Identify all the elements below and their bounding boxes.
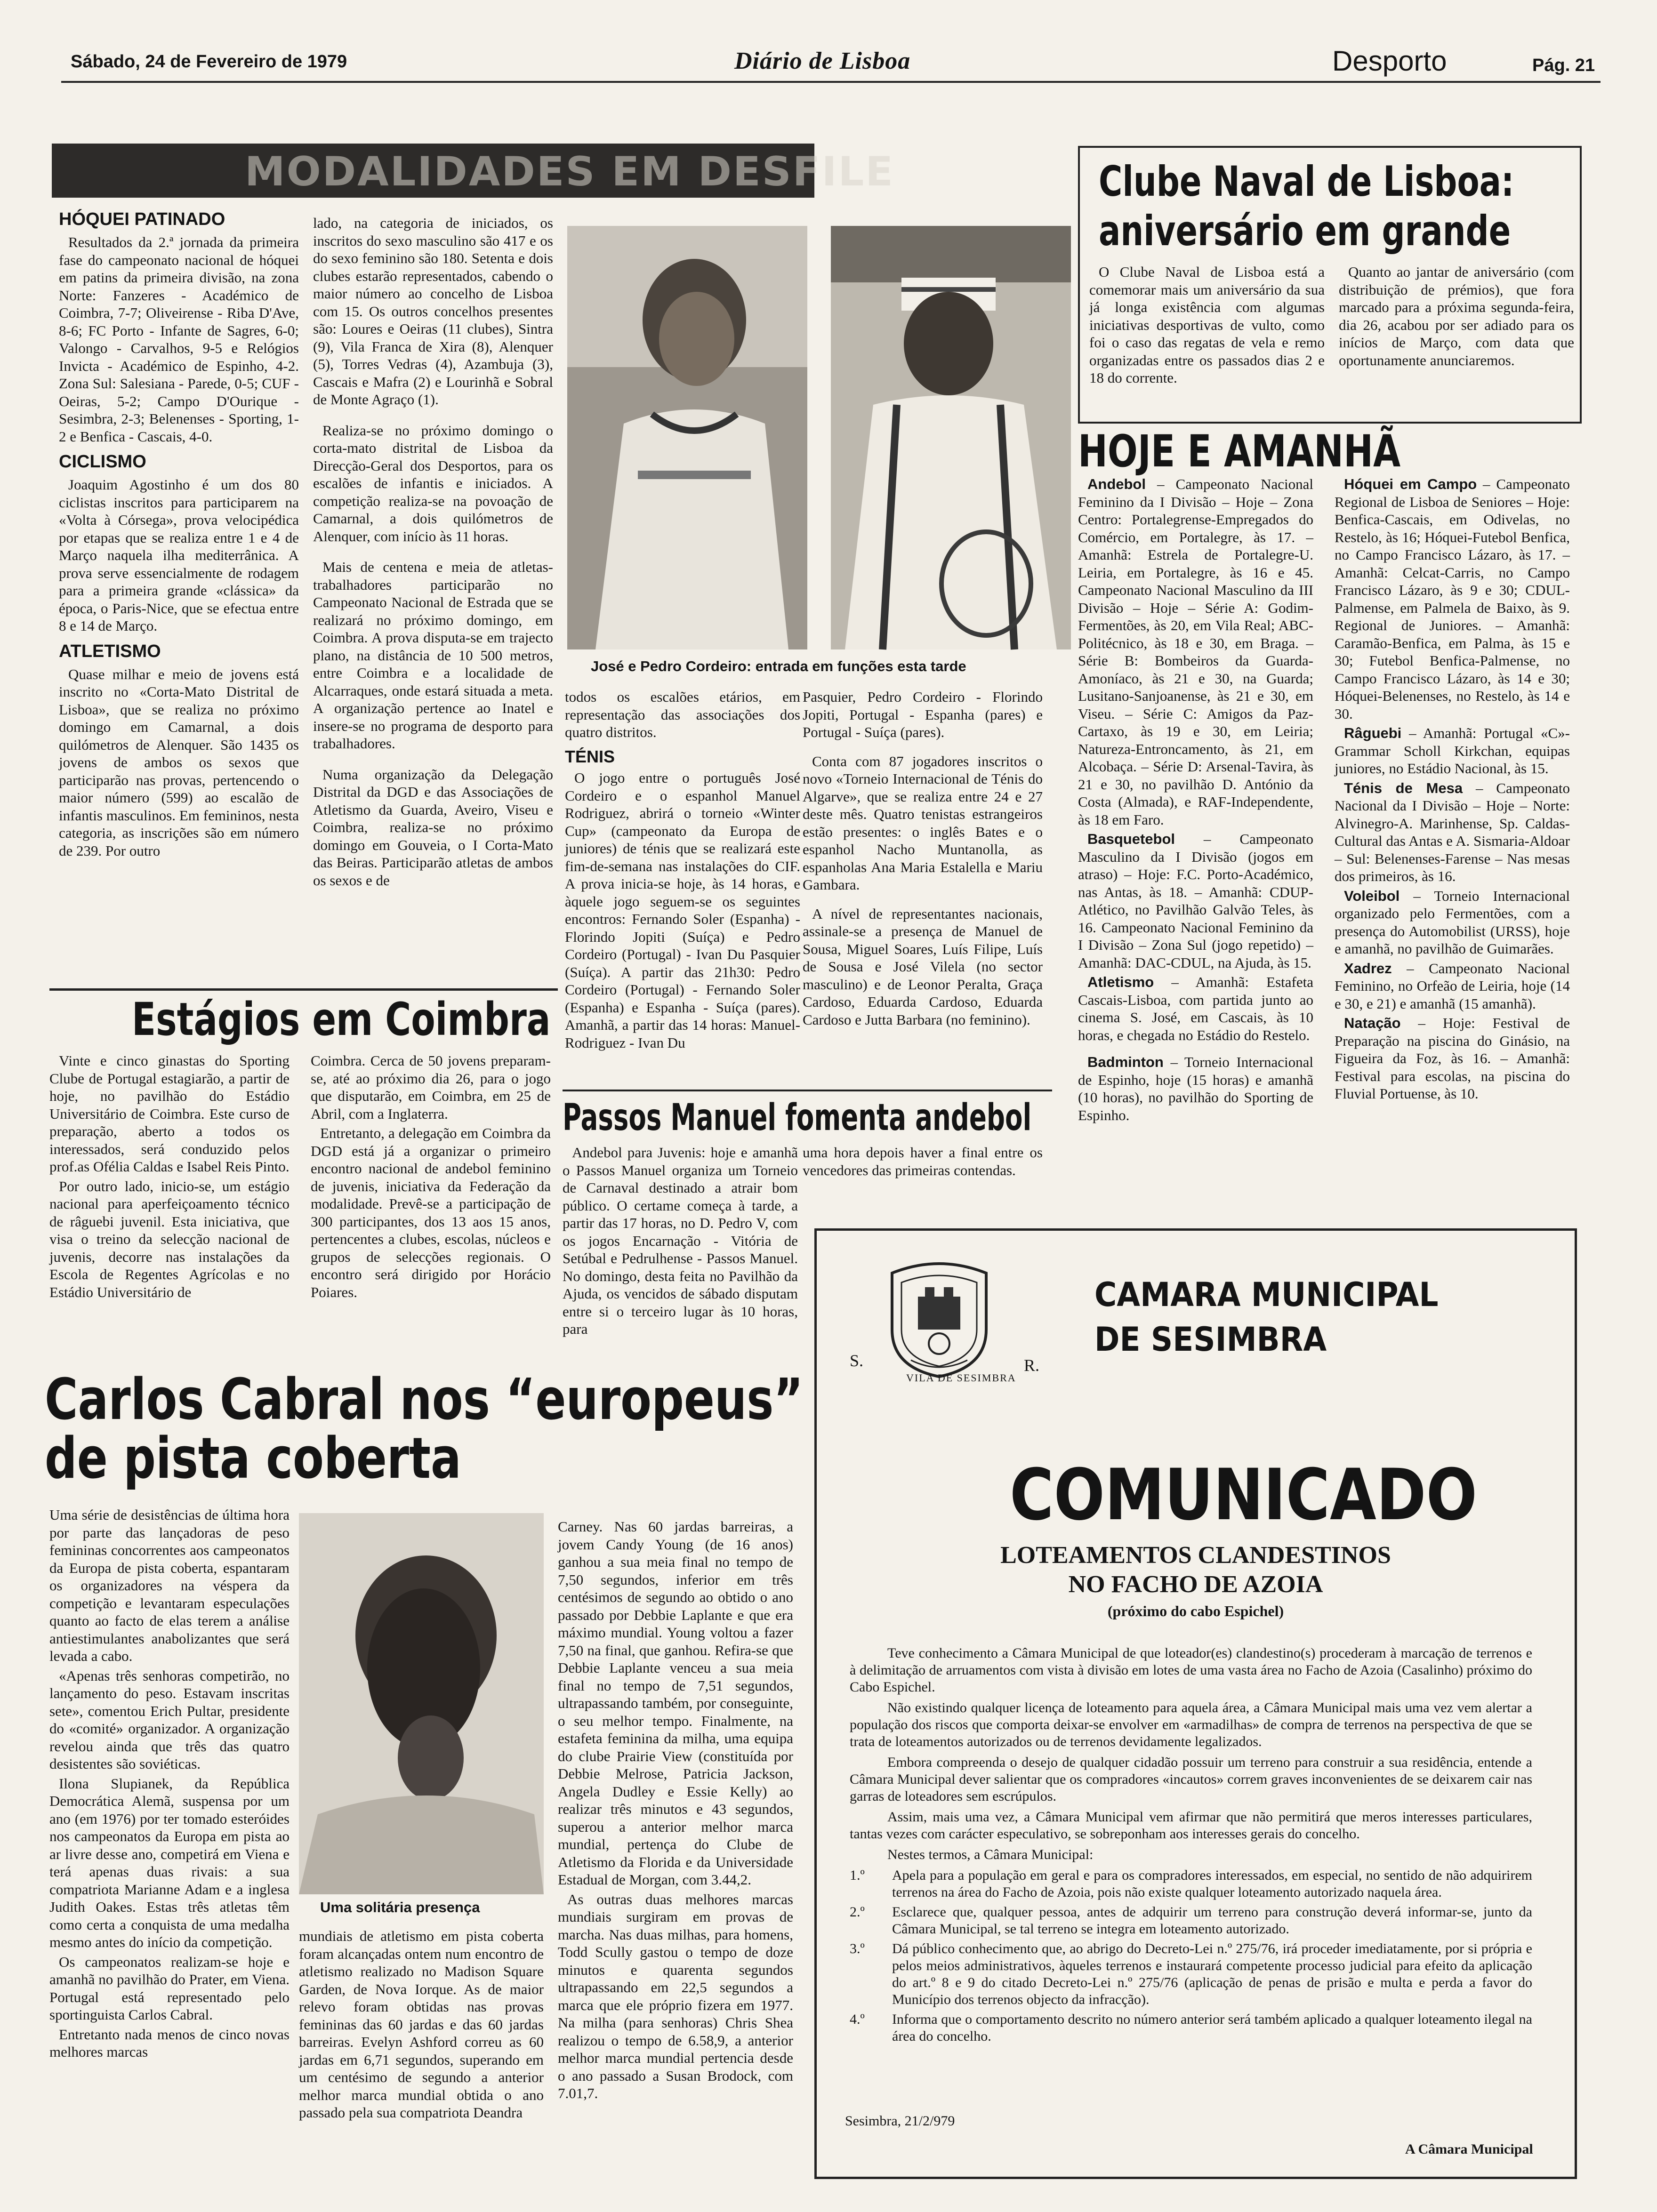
cabral-paragraph: Entretanto nada menos de cinco novas melhores marcas — [49, 2026, 290, 2060]
column-5 — [803, 688, 1043, 1030]
col2-paragraph-3: Mais de centena e meia de atletas-trabalhadores participarão no Campeonato Nacional de Estrada que se realizará no próximo domingo, em Coimbra. A prova disputa-se em trajecto plano, na distância de 10 500 metros, entre Coimbra e a localidade de Alcarraques, onde estará situada a meta. A organização pertence ao Inatel e insere-se no programa de desporto para trabalhadores. — [313, 559, 553, 752]
camara-ad-box — [814, 1228, 1577, 2179]
cabral-paragraph: Ilona Slupianek, da República Democrática Alemã, suspensa por um ano (em 1976) por ter tomado esteróides nos campeonatos da Europa em pista ao ar livre desse ano, competirá em Viena e terá apenas duas rivais: a sua compatriota Marianne Adam e a inglesa Judith Oakes. Estas três atletas têm como certa a conquista de uma medalha mesmo antes do início da competição. — [49, 1775, 290, 1950]
hoje-sport: Voleibol — [1344, 887, 1400, 904]
ad-headline: COMUNICADO — [1010, 1454, 1477, 1536]
hoje-entry: – Torneio Internacional de Espinho, hoje (15 horas) e amanhã (10 horas), no pavilhão do Sporting de Espinho. — [1078, 1054, 1313, 1123]
ad-org-line-1: CAMARA MUNICIPAL — [1094, 1275, 1439, 1314]
ad-paragraph-4: Assim, mais uma vez, a Câmara Municipal vem afirmar que não permitirá que meros interesses particulares, tantas vezes com carácter especulativo, se sobreponham aos interesses gerais do concelho. — [850, 1809, 1532, 1842]
seal-s-letter: S. — [850, 1351, 864, 1370]
hoje-entry: – Hoje: Festival de Preparação na piscina do Ginásio, na Figueira da Foz, às 16. – Amanhã: Festival para escolas, na piscina do Fluvial Portuense, às 10. — [1335, 1015, 1570, 1102]
ad-item-text: Apela para a população em geral e para os compradores interessados, em especial, no sentido de não adquirirem terrenos na área do Facho de Azoia, pois não existe qualquer loteamento autorizado naquela área. — [892, 1867, 1532, 1900]
column-2 — [313, 214, 553, 891]
hoje-entry: – Campeonato Nacional da I Divisão – Hoje – Norte: Alvinegro-A. Marinhense, Sp. Caldas-Cultural das Antas e A. Sismaria-Aldoar – Sul: Belenenses-Farense – Nas mesas dos primeiros, às 16. — [1335, 779, 1570, 884]
hoje-entry: – Campeonato Masculino da I Divisão (jogos em atraso) – Hoje: F.C. Porto-Académico, nas Antas, às 18. – Amanhã: CDUP-Atlético, no Pavilhão Galvão Teles, às 16. Campeonato Nacional Feminino da I Divisão – Zona Sul (jogo repetido) – Amanhã: DAC-CDUL, na Ajuda, às 15. — [1078, 831, 1313, 971]
seal-r-letter: R. — [1024, 1356, 1040, 1375]
hoje-sport: Badminton — [1087, 1054, 1164, 1070]
hoquei-heading: HÓQUEI PATINADO — [59, 209, 225, 229]
masthead-page: Pág. 21 — [1532, 56, 1595, 75]
estagios-rule — [49, 988, 558, 991]
passos-rule — [563, 1090, 1052, 1091]
passos-col-1 — [563, 1144, 798, 1340]
hoquei-body: Resultados da 2.ª jornada da primeira fase do campeonato nacional de hóquei em patins da primeira divisão, na zona Norte: Fanzeres - Académico de Coimbra, 7-7; Oliveirense - Riba D'Ave, 8-6; FC Porto - Infante de Sagres, 6-0; Valongo - Carvalhos, 9-5 e Relógios Invicta - Académico de Espinho, 4-2. Zona Sul: Salesiana - Parede, 0-5; CUF - Oeiras, 5-2; Campo D'Ourique - Sesimbra, 2-3; Belenenses - Sporting, 1-2 e Benfica - Cascais, 4-0. — [59, 234, 299, 445]
col2-paragraph-4: Numa organização da Delegação Distrital da DGD e das Associações de Atletismo da Guarda, Aveiro, Viseu e Coimbra, realiza-se no próximo domingo em Gouveia, o I Corta-Mato das Beiras. Participarão atletas de ambos os sexos e de — [313, 766, 553, 889]
hoje-entry: – Amanhã: Portugal «C»-Grammar Scholl Kirkchan, equipas juniores, no Estádio Nacional, às 15. — [1335, 725, 1570, 777]
section-banner — [52, 144, 895, 198]
atletismo-body: Quase milhar e meio de jovens está inscrito no «Corta-Mato Distrital de Lisboa», que se realiza no próximo domingo em Camarnal, a dois quilómetros de Alenquer. São 1435 os jovens de ambos os sexos que participarão nas provas, pertencendo o maior número (599) ao escalão de infantis masculinos. Em femininos, nesta categoria, as inscrições são em número de 239. Por outro — [59, 665, 299, 859]
photo-caption-solitary: Uma solitária presença — [320, 1899, 480, 1915]
atletismo-heading: ATLETISMO — [59, 641, 161, 661]
ad-item-number: 2.º — [850, 1904, 865, 1920]
sesimbra-seal-icon — [883, 1259, 996, 1381]
estagios-title: Estágios em Coimbra — [132, 993, 551, 1046]
cabral-col-2 — [299, 1927, 544, 2124]
naval-title-1: Clube Naval de Lisboa: — [1099, 157, 1514, 206]
hoje-col-left — [1078, 475, 1313, 1126]
ad-item-number: 3.º — [850, 1941, 865, 1956]
photo-jose-cordeiro — [567, 226, 807, 649]
cabral-title-1: Carlos Cabral nos “europeus” — [45, 1367, 804, 1433]
hoje-title: HOJE E AMANHÃ — [1078, 426, 1401, 477]
naval-col-1 — [1089, 263, 1325, 389]
naval-title-2: aniversário em grande — [1099, 207, 1511, 255]
column-4 — [565, 688, 800, 1053]
cabral-paragraph-3b: As outras duas melhores marcas mundiais surgiram em provas de marcha. Nas duas milhas, para homens, Todd Scully gastou o tempo de doze minutos e quarenta segundos ultrapassando em 22,5 segundos a marca que ele próprio fizera em 1977. Na milha (para senhoras) Chris Shea realizou o tempo de 6.58,9, a anterior melhor marca mundial pertencia desde o ano passado a Susan Brodock, com 7.01,7. — [558, 1891, 793, 2101]
ad-sub-3: (próximo do cabo Espichel) — [1107, 1603, 1284, 1619]
col2-paragraph-2: Realiza-se no próximo domingo o corta-mato distrital de Lisboa da Direcção-Geral dos Desportos, para os escalões de infantis e iniciados. A competição realiza-se na povoação de Camarnal, a dois quilómetros de Alenquer, com início às 11 horas. — [313, 422, 553, 545]
hoje-entry: – Amanhã: Estafeta Cascais-Lisboa, com partida junto ao cinema S. José, em Cascais, às 10 horas, e chegada no Estádio do Restelo. — [1078, 974, 1313, 1043]
hoje-sport: Xadrez — [1344, 960, 1392, 977]
col5-paragraph-3: A nível de representantes nacionais, assinale-se a presença de Manuel de Sousa, Miguel Soares, Luís Filipe, Luís de Sousa e José Vilela (no sector masculino) e de Leonor Peralta, Graça Cardoso, Eduarda Cardoso, Eduarda Cardoso e Jutta Barbara (no feminino). — [803, 905, 1043, 1028]
ad-paragraph-2: Não existindo qualquer licença de loteamento para aquela área, a Câmara Municipal mais uma vez vem alertar a população dos riscos que comporta deixar-se envolver em «armadilhas» de compra de terrenos na perspectiva de que se trata de loteamentos autorizados ou de terrenos devidamente legalizados. — [850, 1700, 1532, 1749]
ad-list-item — [850, 1904, 1532, 1938]
passos-title: Passos Manuel fomenta andebol — [563, 1097, 1032, 1139]
estagios-col-2 — [311, 1052, 551, 1303]
column-1 — [59, 209, 299, 861]
masthead-paper: Diário de Lisboa — [734, 48, 911, 74]
ad-item-number: 1.º — [850, 1867, 865, 1883]
seal-label: VILA DE SESIMBRA — [906, 1372, 1016, 1384]
passos-paragraph-2: uma hora depois haver a final entre os vencedores das primeiras contendas. — [803, 1144, 1043, 1178]
ciclismo-heading: CICLISMO — [59, 452, 146, 472]
ad-sub-2: NO FACHO DE AZOIA — [1068, 1571, 1323, 1598]
ad-item-text: Esclarece que, qualquer pessoa, antes de adquirir um terreno para construção deverá informar-se, junto da Câmara Municipal, se tal terreno se integra em loteamento autorizado. — [892, 1904, 1532, 1937]
tenis-heading: TÉNIS — [565, 746, 615, 766]
cabral-paragraph: «Apenas três senhoras competirão, no lançamento do peso. Estavam inscritas sete», comentou Erich Pultar, presidente do «comité» organizador. A organização revelou ainda que três das quatro desistentes são soviéticas. — [49, 1667, 290, 1772]
cabral-paragraph: Uma série de desistências de última hora por parte das lançadoras de peso femininas concorrentes aos campeonatos da Europa de pista coberta, espantaram os organizadores na véspera da competição e levantaram especulações quanto ao facto de elas terem a análise antiestimulantes anabolizantes que será levada a cabo. — [49, 1507, 290, 1664]
photo-caption-cordeiro: José e Pedro Cordeiro: entrada em funções esta tarde — [591, 658, 966, 674]
hoje-sport: Râguebi — [1344, 725, 1402, 741]
ad-org-line-2: DE SESIMBRA — [1094, 1320, 1327, 1359]
cabral-col-1 — [49, 1506, 290, 2063]
photo-solitary-athlete — [299, 1513, 544, 1894]
tenis-lead: todos os escalões etários, em representação das associações dos quatro distritos. — [565, 689, 800, 740]
hoje-sport: Hóquei em Campo — [1344, 476, 1477, 492]
banner-text: MODALIDADES EM DESFILE — [245, 148, 895, 195]
passos-col-2 — [803, 1144, 1043, 1181]
hoje-entry: – Campeonato Regional de Lisboa de Seniores – Hoje: Benfica-Cascais, em Odivelas, no Restelo, às 16; Hóquei-Futebol Benfica, no Campo Francisco Lázaro, às 17. – Amanhã: Celcat-Carris, no Campo Francisco Lázaro, às 9 e 30; CDUL-Palmense, em Palmela de Baixo, às 9. Regional de Juniores. – Amanhã: Caramão-Benfica, em Palma, às 15 e 30; Futebol Benfica-Palmense, no Campo Francisco Lázaro, às 14 e 30; Hóquei-Belenenses, no Restelo, às 14 e 30. — [1335, 476, 1570, 722]
ad-date: Sesimbra, 21/2/979 — [845, 2113, 955, 2129]
hoje-sport: Atletismo — [1087, 974, 1154, 990]
ad-item-number: 4.º — [850, 2012, 865, 2027]
col5-paragraph-1: Pasquier, Pedro Cordeiro - Florindo Jopiti, Portugal - Espanha (pares) e Portugal - Suíça (pares). — [803, 689, 1043, 740]
ad-list-item — [850, 1940, 1532, 2008]
ad-body — [850, 1645, 1532, 2048]
passos-paragraph-1: Andebol para Juvenis: hoje e amanhã o Passos Manuel organiza um Torneio de Carnaval destinado a atrair bom público. O certame começa à tarde, a partir das 17 horas, no D. Pedro V, com os jogos Encarnação - Vitória de Setúbal e Pedrulhense - Passos Manuel. No domingo, desta feita no Pavilhão da Ajuda, os vencidos de sábado disputam entre si o terceiro lugar às 10 horas, para — [563, 1144, 798, 1337]
hoje-sport: Andebol — [1087, 476, 1146, 492]
estagios-paragraph-4: Entretanto, a delegação em Coimbra da DGD está já a organizar o primeiro encontro nacional de andebol feminino de juvenis, iniciativa da Federação da modalidade. Prevê-se a participação de 300 participantes, dos 13 aos 15 anos, pertencentes a clubes, escolas, núcleos e grupos de selecções regionais. O encontro será dirigido por Horácio Poiares. — [311, 1125, 551, 1300]
tennis-player-photo — [567, 226, 807, 649]
ad-paragraph-3: Embora compreenda o desejo de qualquer cidadão possuir um terreno para construir a sua residência, entende a Câmara Municipal dever salientar que os compradores «incautos» correm graves inconvenientes de se deixarem cair nas garras de loteadores sem escrúpulos. — [850, 1755, 1532, 1804]
cabral-paragraph-2b: mundiais de atletismo em pista coberta foram alcançadas ontem num encontro de atletismo realizado no Madison Square Garden, de Nova Iorque. As de maior relevo foram obtidas nas provas femininas das 60 jardas e das 60 jardas barreiras. Evelyn Ashford correu as 60 jardas em 6,71 segundos, superando em um centésimo de segundo a anterior melhor marca mundial obtida o ano passado pela sua compatriota Deandra — [299, 1928, 544, 2121]
photo-pedro-cordeiro — [831, 226, 1071, 649]
ad-list-item — [850, 1867, 1532, 1901]
hoje-sport: Basquetebol — [1087, 831, 1175, 847]
naval-box — [1078, 146, 1582, 424]
ad-paragraph-1: Teve conhecimento a Câmara Municipal de que loteador(es) clandestino(s) procederam à marcação de terrenos e à delimitação de arruamentos com vista à divisão em lotes de uma vasta área no Facho de Azoia (Casalinho) próximo do Cabo Espichel. — [850, 1645, 1532, 1695]
col2-paragraph-1: lado, na categoria de iniciados, os inscritos do sexo masculino são 417 e os do sexo feminino são 180. Setenta e dois clubes estarão representados, cabendo o maior número ao concelho de Lisboa com 15. Os outros concelhos presentes são: Loures e Oeiras (11 clubes), Sintra (9), Vila Franca de Xira (8), Alenquer (5), Torres Vedras (4), Azambuja (3), Cascais e Mafra (2) e Lourinhã e Sobral de Monte Agraço (1). — [313, 215, 553, 408]
masthead-date: Sábado, 24 de Fevereiro de 1979 — [71, 52, 347, 72]
estagios-paragraph-2: Por outro lado, inicio-se, um estágio nacional para aperfeiçoamento técnico de râguebi juvenil. Esta iniciativa, que visa o treino da selecção nacional de juvenis, decorre nas instalações da Escola de Regentes Agrícolas e no Estádio Universitário de — [49, 1178, 290, 1300]
cabral-title-2: de pista coberta — [45, 1426, 461, 1491]
hoje-sport: Ténis de Mesa — [1344, 779, 1463, 796]
ad-paragraph-5: Nestes termos, a Câmara Municipal: — [887, 1847, 1094, 1862]
estagios-paragraph-1: Vinte e cinco ginastas do Sporting Clube de Portugal estagiarão, a partir de hoje, no pavilhão do Estádio Universitário de Coimbra. Este curso de preparação, aberto a todos os interessados, será conduzido pelos prof.as Ofélia Caldas e Isabel Reis Pinto. — [49, 1052, 290, 1175]
athlete-portrait-photo — [299, 1513, 544, 1894]
ad-item-text: Dá público conhecimento que, ao abrigo do Decreto-Lei n.º 275/76, irá proceder imediatamente, por si própria e pelos meios administrativos, àqueles terrenos e instaurará competente processo judicial para efeito da aplicação do art.º 8 e 9 do citado Decreto-Lei n.º 275/76 (aplicação de penas de prisão e multa e perda a favor do Município dos terrenos objecto da infracção). — [892, 1941, 1532, 2007]
cabral-col-3 — [558, 1518, 793, 2104]
hoje-col-right — [1335, 475, 1570, 1105]
ad-item-text: Informa que o comportamento descrito no número anterior será também aplicado a qualquer loteamento ilegal na área do concelho. — [892, 2012, 1532, 2044]
estagios-paragraph-3: Coimbra. Cerca de 50 jovens preparam-se, até ao próximo dia 26, para o jogo que disputarão, em Coimbra, em 25 de Abril, com a Inglaterra. — [311, 1052, 551, 1122]
naval-col-2 — [1339, 263, 1574, 371]
col5-paragraph-2: Conta com 87 jogadores inscritos o novo «Torneio Internacional de Ténis do Algarve», que se realiza entre 24 e 27 deste mês. Quatro tenistas estrangeiros estão presentes: o inglês Bates e o espanhol Nacho Muntanolla, as espanholas Ana Maria Estalella e Mariu Gambara. — [803, 753, 1043, 893]
tenis-body: O jogo entre o português José Cordeiro e o espanhol Manuel Rodriguez, abrirá o torneio «Winter Cup» (campeonato da Europa de juniores) de ténis que se realizará este fim-de-semana nas instalações do CIF. A prova inicia-se hoje, às 14 horas, e àquele jogo seguem-se os seguintes encontros: Fernando Soler (Espanha) - Florindo Jopiti (Suíça) e Pedro Cordeiro (Portugal) - Ivan Du Pasquier (Suíça). A partir das 21h30: Pedro Cordeiro (Portugal) - Fernando Soler (Espanha) e Espanha - Suíça (pares). Amanhã, a partir das 14 horas: Manuel-Rodriguez - Ivan Du — [565, 769, 800, 1051]
masthead-rule — [61, 81, 1601, 83]
estagios-col-1 — [49, 1052, 290, 1303]
naval-paragraph-1: O Clube Naval de Lisboa está a comemorar mais um aniversário da sua já longa existência com algumas iniciativas desportivas de vulto, como foi o caso das regatas de vela e remo organizadas entre os passados dias 2 e 18 do corrente. — [1089, 264, 1325, 386]
masthead-section: Desporto — [1332, 45, 1447, 77]
hoje-sport: Natação — [1344, 1015, 1401, 1031]
cabral-paragraph: Os campeonatos realizam-se hoje e amanhã no pavilhão do Prater, em Viena. Portugal está representado pelo sportinguista Carlos Cabral. — [49, 1953, 290, 2023]
ad-sub-1: LOTEAMENTOS CLANDESTINOS — [1000, 1542, 1391, 1569]
ad-list-item — [850, 2011, 1532, 2045]
tennis-player-photo — [831, 226, 1071, 649]
ad-signature: A Câmara Municipal — [1405, 2141, 1533, 2157]
naval-paragraph-2: Quanto ao jantar de aniversário (com distribuição de prémios), que fora marcado para a próxima segunda-feira, dia 26, acabou por ser adiado para os inícios de Março, com data que oportunamente anunciaremos. — [1339, 264, 1574, 369]
hoje-entry: – Torneio Internacional organizado pelo Fermentões, com a presença do Automobilist (URSS), hoje e amanhã, no pavilhão de Guimarães. — [1335, 887, 1570, 957]
hoje-entry: – Campeonato Nacional Feminino, no Orfeão de Leiria, hoje (14 e 30, e 21) e amanhã (15 amanhã). — [1335, 960, 1570, 1012]
hoje-entry: – Campeonato Nacional Feminino da I Divisão – Hoje – Zona Centro: Portalegrense-Empregados do Comércio, em Portalegre, às 17. – Amanhã: Estrela de Portalegre-U. Leiria, em Portalegre, às 16 e 45. Campeonato Nacional Masculino da III Divisão – Hoje – Série A: Godim-Fermentões, às 20, em Vila Real; ABC-Politécnico, às 18 e 30, em Braga. – Série B: Bombeiros da Guarda-Amoníaco, às 21 e 30, na Guarda; Lusitano-Sanjoanense, às 21 e 30, em Viseu. – Série C: Amigos da Paz-Cartaxo, às 19 e 30, em Leiria; Natureza-Entroncamento, às 21, em Alcobaça. – Série D: Arsenal-Tavira, às 21 e 30, no pavilhão D. António da Costa (Almada), e RAF-Independente, às 18 em Faro. — [1078, 476, 1313, 828]
cabral-paragraph-3a: Carney. Nas 60 jardas barreiras, a jovem Candy Young (de 16 anos) ganhou a sua meia final no tempo de 7,50 segundos, inferior em três centésimos de segundo ao obtido o ano passado por Debbie Laplante e que era máximo mundial. Young voltou a fazer 7,50 na final, que ganhou. Refira-se que Debbie Laplante venceu a sua meia final no tempo de 7,51 segundos, ultrapassando também, por conseguinte, o seu melhor tempo. Finalmente, na estafeta feminina da milha, uma equipa do clube Prairie View (constituída por Debbie Melrose, Patricia Jackson, Angela Dudley e Essie Kelly) ao realizar três minutos e 43 segundos, superou a anterior melhor marca mundial, pertença do Clube de Atletismo da Florida e da Universidade Estadual de Morgan, com 3.44,2. — [558, 1518, 793, 1888]
ciclismo-body: Joaquim Agostinho é um dos 80 ciclistas inscritos para participarem na «Volta à Córsega», prova velocipédica por etapas que se realiza entre 1 e 4 de Março naquela ilha mediterrânica. A prova serve essencialmente de rodagem para a primeira grande «clássica» da época, o Paris-Nice, que se efectua entre 8 e 14 de Março. — [59, 476, 299, 634]
